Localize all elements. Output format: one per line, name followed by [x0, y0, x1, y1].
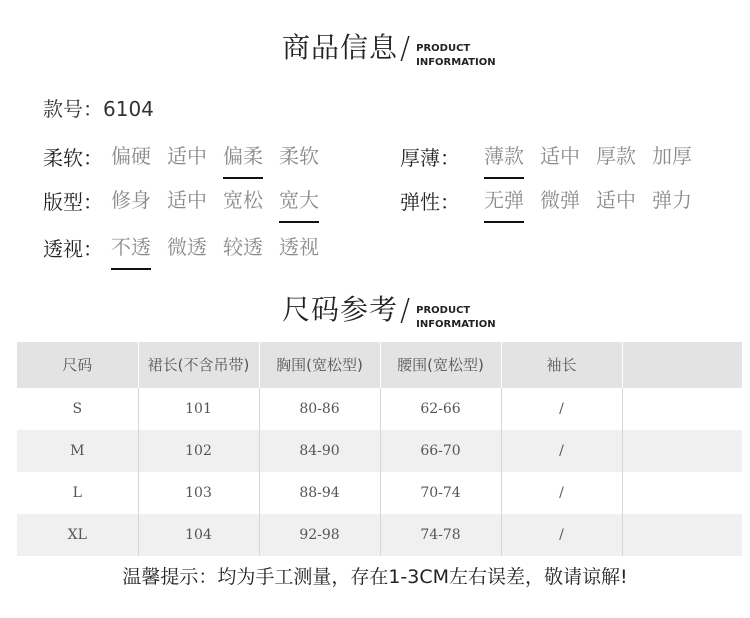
- header-skirt-length: 裙长(不含吊带): [138, 342, 259, 388]
- table-cell: S: [17, 388, 138, 430]
- title-english-line1: PRODUCT: [416, 43, 471, 54]
- table-cell: 62-66: [380, 388, 501, 430]
- attr-softness: [43, 141, 335, 171]
- attr-label: 版型：: [43, 189, 103, 214]
- size-reference-title-text: 尺码参考: [282, 293, 399, 326]
- attr-option: 微透: [167, 234, 207, 259]
- table-row: [17, 514, 742, 556]
- attr-label: 弹性：: [400, 189, 460, 214]
- attr-option: 适中: [167, 187, 207, 212]
- size-table: [17, 342, 742, 556]
- title-slash: /: [400, 31, 411, 66]
- title-english: [416, 42, 495, 70]
- title-english-line1: PRODUCT: [416, 305, 471, 316]
- attr-option: 弹力: [652, 187, 692, 212]
- title-english: [416, 304, 495, 332]
- table-row: [17, 472, 742, 514]
- attr-option-selected: 薄款: [484, 140, 524, 173]
- attr-option: 适中: [167, 143, 207, 168]
- style-number: 款号：6104: [43, 97, 154, 121]
- table-cell: [622, 514, 742, 556]
- table-cell: 66-70: [380, 430, 501, 472]
- attr-fit: [43, 185, 335, 215]
- header-sleeve: 袖长: [501, 342, 622, 388]
- attr-option: 修身: [111, 187, 151, 212]
- product-info-title-text: 商品信息: [282, 31, 399, 64]
- table-cell: /: [501, 430, 622, 472]
- header-size: 尺码: [17, 342, 138, 388]
- table-cell: /: [501, 514, 622, 556]
- attr-option: 透视: [279, 234, 319, 259]
- attr-label: 柔软：: [43, 145, 103, 170]
- table-cell: 103: [138, 472, 259, 514]
- attr-option-selected: 不透: [111, 231, 151, 264]
- attr-option: 微弹: [540, 187, 580, 212]
- attr-option: 较透: [223, 234, 263, 259]
- table-cell: [622, 430, 742, 472]
- table-cell: 88-94: [259, 472, 380, 514]
- attr-option: 适中: [540, 143, 580, 168]
- header-empty: [622, 342, 742, 388]
- table-cell: 102: [138, 430, 259, 472]
- attr-option: 宽松: [223, 187, 263, 212]
- size-table-header-row: [17, 342, 742, 388]
- attr-transparency: [43, 232, 335, 262]
- attr-option: 厚款: [596, 143, 636, 168]
- table-cell: XL: [17, 514, 138, 556]
- table-cell: 84-90: [259, 430, 380, 472]
- table-cell: 80-86: [259, 388, 380, 430]
- attr-option: 适中: [596, 187, 636, 212]
- title-slash: /: [400, 293, 411, 328]
- measurement-note: 温馨提示：均为手工测量，存在1-3CM左右误差，敬请谅解!: [122, 566, 628, 588]
- table-cell: 92-98: [259, 514, 380, 556]
- table-row: [17, 388, 742, 430]
- table-cell: /: [501, 472, 622, 514]
- size-reference-title: [282, 288, 496, 328]
- attr-option: 柔软: [279, 143, 319, 168]
- product-info-title: [282, 26, 496, 66]
- table-cell: [622, 388, 742, 430]
- attr-thickness: [400, 141, 708, 171]
- table-cell: /: [501, 388, 622, 430]
- attr-option-selected: 无弹: [484, 184, 524, 217]
- header-waist: 腰围(宽松型): [380, 342, 501, 388]
- table-row: [17, 430, 742, 472]
- attr-label: 透视：: [43, 236, 103, 261]
- table-cell: 104: [138, 514, 259, 556]
- title-english-line2: INFORMATION: [416, 57, 496, 68]
- attr-option: 偏硬: [111, 143, 151, 168]
- attr-label: 厚薄：: [400, 145, 460, 170]
- title-english-line2: INFORMATION: [416, 319, 496, 330]
- header-bust: 胸围(宽松型): [259, 342, 380, 388]
- attr-option-selected: 偏柔: [223, 140, 263, 173]
- table-cell: M: [17, 430, 138, 472]
- attr-elasticity: [400, 185, 708, 215]
- table-cell: [622, 472, 742, 514]
- attr-option-selected: 宽大: [279, 184, 319, 217]
- table-cell: 101: [138, 388, 259, 430]
- table-cell: 70-74: [380, 472, 501, 514]
- attr-option: 加厚: [652, 143, 692, 168]
- table-cell: L: [17, 472, 138, 514]
- table-cell: 74-78: [380, 514, 501, 556]
